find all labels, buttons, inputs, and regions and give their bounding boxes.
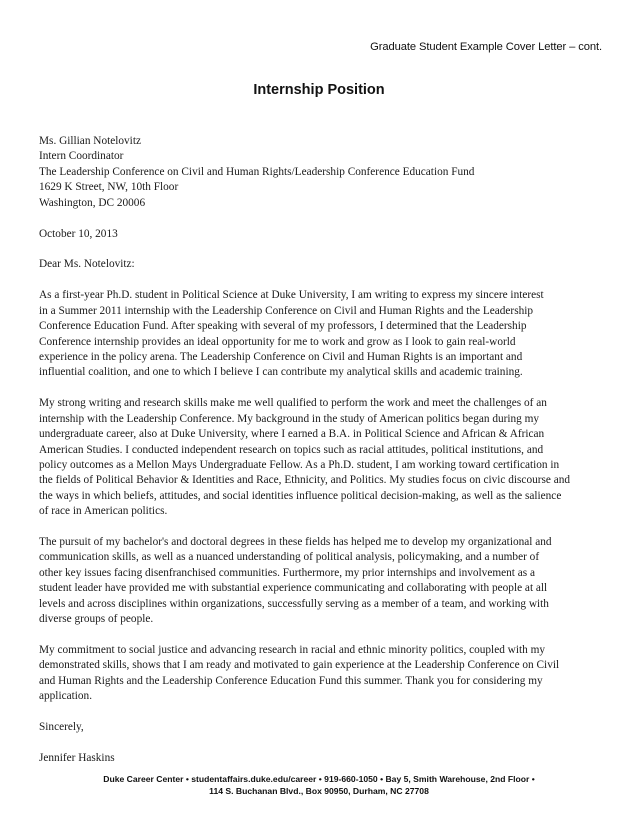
- address-line: Washington, DC 20006: [39, 196, 146, 209]
- paragraph-line: other key issues facing disenfranchised communities. Furthermore, my prior internships and involvement as a: [39, 566, 536, 579]
- paragraph-line: Conference internship provides an ideal opportunity for me to work and grow as I look to gain real-world: [39, 335, 516, 348]
- page-title: Internship Position: [253, 82, 385, 98]
- paragraph-line: the ways in which beliefs, attitudes, and social identities influence political decision-making, as well as the salience: [39, 489, 562, 502]
- paragraph-line: application.: [39, 690, 93, 703]
- paragraph-2: [39, 396, 604, 519]
- paragraph-line: My strong writing and research skills make me well qualified to perform the work and meet the challenges of an: [39, 397, 547, 410]
- paragraph-line: demonstrated skills, shows that I am ready and motivated to gain experience at the Leadership Conference on Civil: [39, 659, 560, 672]
- page-footer: [0, 773, 638, 797]
- paragraph-4: [39, 643, 604, 705]
- address-line: Intern Coordinator: [39, 150, 124, 163]
- paragraph-line: internship with the Leadership Conference. My background in the study of American politics began during my: [39, 412, 540, 425]
- recipient-address: [39, 134, 604, 211]
- paragraph-line: The pursuit of my bachelor's and doctoral degrees in these fields has helped me to develop my organizational and: [39, 536, 552, 549]
- address-line: The Leadership Conference on Civil and Human Rights/Leadership Conference Education Fund: [39, 165, 475, 178]
- signature-name: Jennifer Haskins: [39, 752, 115, 764]
- paragraph-line: the fields of Political Behavior & Identities and Race, Ethnicity, and Politics. My studies focus on civic discourse and: [39, 474, 571, 487]
- running-header: Graduate Student Example Cover Letter – cont.: [370, 41, 602, 53]
- footer-line: Duke Career Center • studentaffairs.duke.edu/career • 919-660-1050 • Bay 5, Smith Warehouse, 2nd Floor •: [103, 774, 535, 784]
- closing: Sincerely,: [39, 721, 84, 734]
- footer-line: 114 S. Buchanan Blvd., Box 90950, Durham, NC 27708: [209, 786, 429, 796]
- paragraph-line: As a first-year Ph.D. student in Political Science at Duke University, I am writing to express my sincere interest: [39, 289, 544, 302]
- address-line: Ms. Gillian Notelovitz: [39, 135, 141, 147]
- paragraph-line: American Studies. I conducted independent research on topics such as racial attitudes, political institutions, and: [39, 443, 544, 456]
- paragraph-line: influential coalition, and one to which I believe I can contribute my analytical skills and academic training.: [39, 366, 523, 379]
- paragraph-line: student leader have provided me with substantial experience communicating and collaborating with people at all: [39, 582, 548, 595]
- paragraph-line: of race in American politics.: [39, 505, 168, 518]
- paragraph-1: [39, 288, 604, 380]
- letter-body: [39, 134, 604, 766]
- address-line: 1629 K Street, NW, 10th Floor: [39, 181, 179, 194]
- letter-date: October 10, 2013: [39, 227, 118, 240]
- paragraph-line: Conference Education Fund. After speaking with several of my professors, I determined that the Leadership: [39, 320, 527, 333]
- paragraph-line: policy outcomes as a Mellon Mays Undergraduate Fellow. As a Ph.D. student, I am working toward certification in: [39, 458, 560, 471]
- paragraph-line: experience in the policy arena. The Leadership Conference on Civil and Human Rights is an important and: [39, 350, 523, 363]
- paragraph-line: communication skills, as well as a nuanced understanding of political analysis, policymaking, and a number of: [39, 551, 540, 564]
- paragraph-line: levels and across disciplines within organizations, successfully serving as a member of a team, and working with: [39, 597, 549, 610]
- paragraph-line: undergraduate career, also at Duke University, where I earned a B.A. in Political Science and African & African: [39, 428, 545, 441]
- paragraph-line: and Human Rights and the Leadership Conference Education Fund this summer. Thank you for considering my: [39, 674, 543, 687]
- salutation: Dear Ms. Notelovitz:: [39, 258, 135, 271]
- paragraph-3: [39, 535, 604, 627]
- paragraph-line: in a Summer 2011 internship with the Leadership Conference on Civil and Human Rights and the Leadership: [39, 304, 534, 317]
- paragraph-line: diverse groups of people.: [39, 613, 154, 626]
- paragraph-line: My commitment to social justice and advancing research in racial and ethnic minority politics, coupled with my: [39, 643, 546, 656]
